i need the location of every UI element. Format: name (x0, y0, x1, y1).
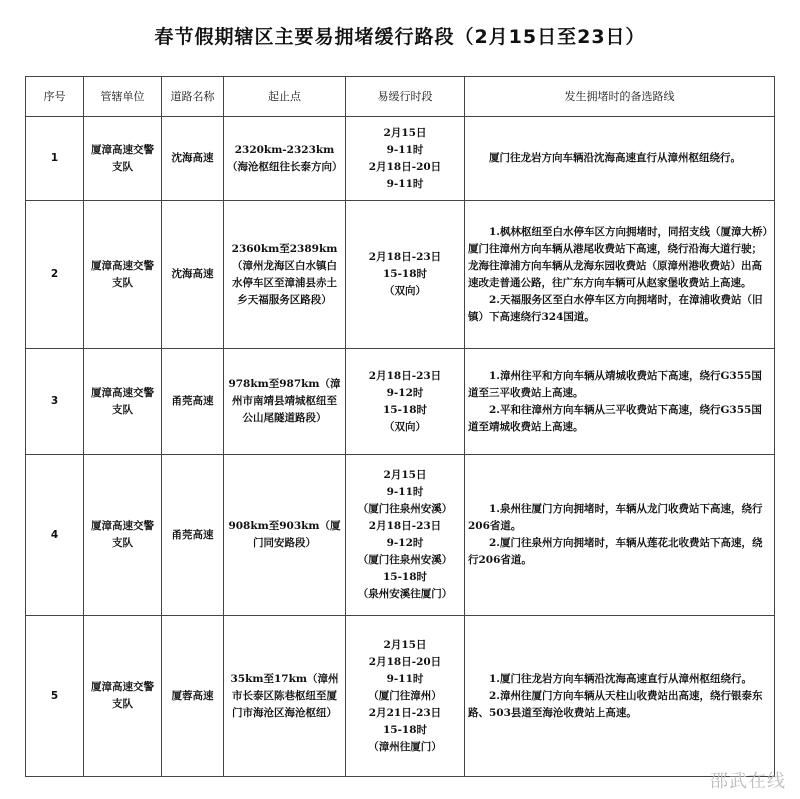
header-cell: 道路名称 (162, 77, 224, 117)
time-line: 9-11时 (386, 486, 424, 498)
span-cell: 978km至987km（漳州市南靖县靖城枢纽至公山尾隧道路段） (224, 349, 346, 455)
road-cell: 沈海高速 (162, 117, 224, 201)
road-cell: 沈海高速 (162, 201, 224, 349)
time-cell (346, 201, 465, 349)
route-cell (465, 349, 775, 455)
time-line: （漳州往厦门） (368, 740, 442, 753)
header-cell: 序号 (26, 77, 84, 117)
route-line: 1.漳州往平和方向车辆从靖城收费站下高速，绕行G355国道至三平收费站上高速。 (468, 369, 762, 399)
time-cell (346, 616, 465, 777)
header-cell: 发生拥堵时的备选路线 (465, 77, 775, 117)
watermark-text: 邵武在线 (710, 771, 786, 792)
time-line: 2月15日 (383, 126, 427, 139)
time-line: 2月15日 (383, 469, 427, 481)
time-line: （厦门往泉州安溪） (357, 554, 453, 566)
time-line: 9-11时 (386, 177, 424, 190)
congestion-table (25, 76, 775, 777)
route-cell (465, 201, 775, 349)
route-line: 厦门往龙岩方向车辆沿沈海高速直行从漳州枢纽绕行。 (489, 152, 741, 164)
span-cell: 2360km至2389km（漳州龙海区白水镇白水停车区至漳浦县赤土乡天福服务区路段） (224, 201, 346, 349)
road-cell: 厦蓉高速 (162, 616, 224, 777)
header-cell: 起止点 (224, 77, 346, 117)
time-line: 2月18日-23日 (368, 369, 442, 382)
table-row (26, 117, 775, 201)
time-cell (346, 117, 465, 201)
table-header-row (26, 77, 775, 117)
time-cell (346, 455, 465, 616)
time-line: 2月18日-20日 (368, 160, 442, 173)
unit-cell: 厦漳高速交警支队 (84, 616, 162, 777)
route-line: 1.枫林枢纽至白水停车区方向拥堵时，同招支线（厦漳大桥）厦门往漳州方向车辆从港尾收费站下高速，绕行沿海大道行驶；龙海往漳浦方向车辆从龙海东园收费站（原漳州港收费站）出高速改走普通公路，往广东方向车辆可从赵家堡收费站上高速。 (468, 225, 768, 289)
time-line: 15-18时 (382, 571, 428, 583)
route-line: 1.厦门往龙岩方向车辆沿沈海高速直行从漳州枢纽绕行。 (489, 672, 752, 685)
row-number: 4 (26, 455, 84, 616)
route-line: 2.漳州往厦门方向车辆从天柱山收费站出高速，绕行银泰东路、503县道至海沧收费站上高速。 (468, 689, 763, 719)
time-line: 2月18日-20日 (368, 655, 442, 668)
time-line: 2月21日-23日 (368, 706, 442, 719)
time-line: 15-18时 (382, 403, 428, 416)
route-cell (465, 117, 775, 201)
row-number: 5 (26, 616, 84, 777)
time-line: （厦门往漳州） (368, 689, 442, 702)
unit-cell: 厦漳高速交警支队 (84, 201, 162, 349)
unit-cell: 厦漳高速交警支队 (84, 455, 162, 616)
time-line: 15-18时 (382, 268, 428, 280)
route-cell (465, 616, 775, 777)
time-line: 9-12时 (386, 537, 424, 549)
time-line: 2月18日-23日 (368, 251, 442, 263)
unit-cell: 厦漳高速交警支队 (84, 117, 162, 201)
span-cell: 2320km-2323km（海沧枢纽往长泰方向） (224, 117, 346, 201)
header-cell: 易缓行时段 (346, 77, 465, 117)
time-line: 9-12时 (386, 386, 424, 399)
table-row (26, 201, 775, 349)
table-row (26, 349, 775, 455)
row-number: 3 (26, 349, 84, 455)
route-line: 1.泉州往厦门方向拥堵时，车辆从龙门收费站下高速，绕行206省道。 (468, 503, 763, 532)
span-cell: 908km至903km（厦门同安路段） (224, 455, 346, 616)
unit-cell: 厦漳高速交警支队 (84, 349, 162, 455)
time-cell (346, 349, 465, 455)
row-number: 2 (26, 201, 84, 349)
span-cell: 35km至17km（漳州市长泰区陈巷枢纽至厦门市海沧区海沧枢纽） (224, 616, 346, 777)
time-line: （厦门往泉州安溪） (357, 503, 453, 515)
row-number: 1 (26, 117, 84, 201)
route-line: 2.厦门往泉州方向拥堵时，车辆从莲花北收费站下高速，绕行206省道。 (468, 537, 763, 566)
time-line: 2月15日 (383, 638, 427, 651)
time-line: （双向） (384, 420, 426, 433)
road-cell: 甬莞高速 (162, 349, 224, 455)
page-title: 春节假期辖区主要易拥堵缓行路段（2月15日至23日） (154, 26, 646, 48)
route-cell (465, 455, 775, 616)
table-row (26, 616, 775, 777)
route-line: 2.天福服务区至白水停车区方向拥堵时，在漳浦收费站（旧镇）下高速绕行324国道。 (468, 293, 763, 323)
table-row (26, 455, 775, 616)
time-line: （双向） (384, 285, 426, 297)
time-line: 15-18时 (382, 723, 428, 736)
time-line: 9-11时 (386, 672, 424, 685)
time-line: 9-11时 (386, 143, 424, 156)
route-line: 2.平和往漳州方向车辆从三平收费站下高速，绕行G355国道至靖城收费站上高速。 (468, 403, 762, 433)
time-line: 2月18日-23日 (368, 520, 442, 532)
header-cell: 管辖单位 (84, 77, 162, 117)
road-cell: 甬莞高速 (162, 455, 224, 616)
time-line: （泉州安溪往厦门） (357, 588, 453, 600)
